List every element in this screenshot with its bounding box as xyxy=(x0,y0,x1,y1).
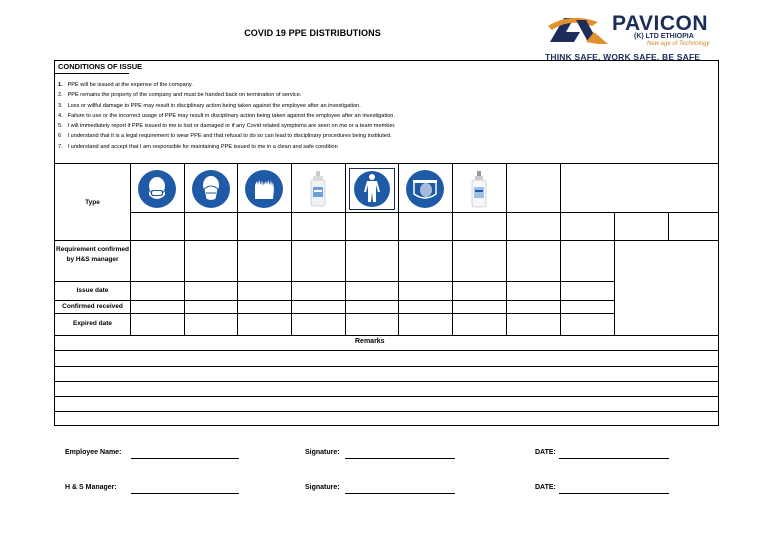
row-label-issue-date: Issue date xyxy=(76,287,109,294)
logo-subtitle: (K) LTD ETHIOPIA xyxy=(634,33,694,40)
employee-date-label: DATE: xyxy=(535,449,556,456)
conditions-heading: CONDITIONS OF ISSUE xyxy=(58,62,143,71)
table-row-line xyxy=(130,212,719,213)
employee-name-label: Employee Name: xyxy=(65,449,122,456)
table-col-line xyxy=(560,163,561,335)
condition-item: 5. I will immediately report if PPE issued to me is lost or damaged or if any Covid related symptoms are seen on me or a team member. xyxy=(58,123,396,130)
table-row-line xyxy=(54,240,719,241)
row-label-expired-date: Expired date xyxy=(72,320,112,327)
sanitizer-bottle-icon xyxy=(453,166,505,212)
hs-manager-date-label: DATE: xyxy=(535,484,556,491)
table-col-line xyxy=(506,163,507,335)
condition-item: 6 I understand that it is a legal requirement to wear PPE and that refusal to do so can lead to disciplinary procedures being instituted. xyxy=(58,133,392,140)
remarks-label: Remarks xyxy=(355,338,385,345)
hs-manager-signature-field[interactable] xyxy=(345,493,455,494)
table-row-line xyxy=(54,313,614,314)
hs-manager-name-field[interactable] xyxy=(131,493,239,494)
table-row-line xyxy=(54,300,614,301)
logo-slogan: THINK SAFE, WORK SAFE, BE SAFE xyxy=(545,52,701,62)
coverall-icon xyxy=(346,166,398,212)
remarks-line xyxy=(54,411,719,412)
gloves-icon xyxy=(238,166,290,212)
logo-company-name: PAVICON xyxy=(612,12,709,35)
hs-manager-signature-label: Signature: xyxy=(305,484,340,491)
table-top-border xyxy=(54,163,719,164)
document-title: COVID 19 PPE DISTRIBUTIONS xyxy=(244,28,381,38)
condition-item: 3. Loss or willful damage to PPE may result in disciplinary action being taken against the employee after an investigation. xyxy=(58,102,361,109)
employee-signature-label: Signature: xyxy=(305,449,340,456)
remarks-line xyxy=(54,396,719,397)
table-row-line xyxy=(54,281,614,282)
row-label-confirmed-received: Confirmed received xyxy=(62,303,123,310)
face-mask-icon xyxy=(131,166,183,212)
conditions-heading-underline xyxy=(55,73,129,74)
logo-mark-icon xyxy=(540,12,612,50)
employee-signature-field[interactable] xyxy=(345,458,455,459)
row-label-requirement: Requirement confirmed by H&S manager xyxy=(56,246,129,263)
table-row-line xyxy=(54,335,719,336)
row-label-type: Type xyxy=(85,199,100,206)
hs-manager-label: H & S Manager: xyxy=(65,484,117,491)
company-logo xyxy=(540,12,730,64)
table-col-line xyxy=(614,212,615,335)
hs-manager-date-field[interactable] xyxy=(559,493,669,494)
face-shield-icon xyxy=(399,166,451,212)
respirator-icon xyxy=(185,166,237,212)
condition-item: 1. PPE will be issued at the expense of the company. xyxy=(58,82,193,88)
conditions-list xyxy=(58,80,396,152)
remarks-line xyxy=(54,366,719,367)
condition-item: 7. I understand and accept that I am responsible for maintaining PPE issued to me in a clean and safe condition xyxy=(58,143,338,150)
remarks-line xyxy=(54,350,719,351)
condition-item: 4. Failure to use or the incorrect usage of PPE may result in disciplinary action being taken against the employee after an investigation. xyxy=(58,112,395,119)
hand-sanitizer-icon xyxy=(292,166,344,212)
employee-name-field[interactable] xyxy=(131,458,239,459)
table-col-line xyxy=(668,212,669,241)
logo-tagline: New age of Technology xyxy=(647,41,710,47)
condition-item: 2. PPE remains the property of the company and must be handed back on termination of service. xyxy=(58,92,302,99)
remarks-line xyxy=(54,381,719,382)
employee-date-field[interactable] xyxy=(559,458,669,459)
